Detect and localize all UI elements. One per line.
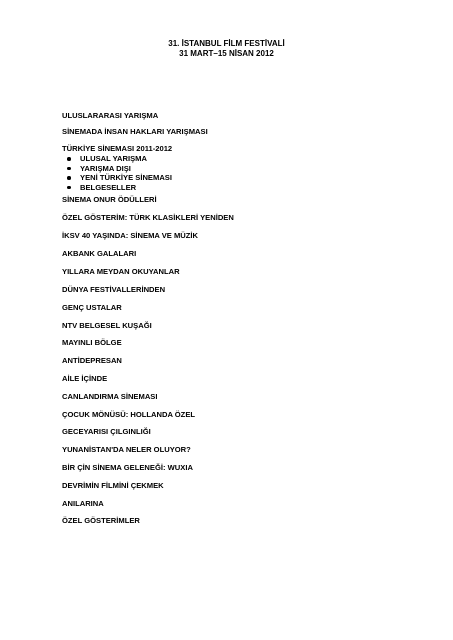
festival-dates: 31 MART–15 NİSAN 2012	[179, 49, 274, 58]
section-heading: ÇOCUK MÖNÜSÜ: HOLLANDA ÖZEL	[62, 410, 196, 419]
section-heading: ÖZEL GÖSTERİM: TÜRK KLASİKLERİ YENİDEN	[62, 213, 234, 222]
festival-title: 31. İSTANBUL FİLM FESTİVALİ	[168, 39, 285, 48]
section-heading: GENÇ USTALAR	[62, 303, 122, 312]
section-heading: TÜRKİYE SİNEMASI 2011-2012	[62, 144, 173, 153]
section-heading: SİNEMADA İNSAN HAKLARI YARIŞMASI	[62, 127, 208, 136]
section-heading: GECEYARISI ÇILGINLIĞI	[62, 427, 151, 436]
bullet-icon	[67, 176, 71, 180]
section-heading: BİR ÇİN SİNEMA GELENEĞİ: WUXIA	[62, 463, 193, 472]
section-heading: NTV BELGESEL KUŞAĞI	[62, 321, 152, 330]
section-heading: ULUSLARARASI YARIŞMA	[62, 111, 159, 120]
section-heading: YILLARA MEYDAN OKUYANLAR	[62, 267, 180, 276]
bullet-icon	[67, 186, 71, 190]
section-heading: ANTİDEPRESAN	[62, 356, 122, 365]
section-heading: DEVRİMİN FİLMİNİ ÇEKMEK	[62, 481, 164, 490]
section-heading: CANLANDIRMA SİNEMASI	[62, 392, 158, 401]
list-item	[62, 164, 172, 174]
section-heading: AİLE İÇİNDE	[62, 374, 108, 383]
list-item-label: YENİ TÜRKİYE SİNEMASI	[80, 173, 172, 182]
section-heading: MAYINLI BÖLGE	[62, 338, 122, 347]
section-heading: DÜNYA FESTİVALLERİNDEN	[62, 285, 166, 294]
turkiye-subsection-list	[62, 154, 172, 192]
section-heading: SİNEMA ONUR ÖDÜLLERİ	[62, 195, 157, 204]
list-item	[62, 154, 172, 164]
list-item	[62, 183, 172, 193]
list-item-label: ULUSAL YARIŞMA	[80, 154, 147, 163]
section-heading: ANILARINA	[62, 499, 104, 508]
list-item	[62, 173, 172, 183]
section-heading: İKSV 40 YAŞINDA: SİNEMA VE MÜZİK	[62, 231, 199, 240]
bullet-icon	[67, 167, 71, 171]
bullet-icon	[67, 157, 71, 161]
section-heading: ÖZEL GÖSTERİMLER	[62, 516, 140, 525]
list-item-label: YARIŞMA DIŞI	[80, 163, 131, 173]
section-heading: AKBANK GALALARI	[62, 249, 137, 258]
list-item-label: BELGESELLER	[80, 182, 137, 192]
section-heading: YUNANİSTAN'DA NELER OLUYOR?	[62, 445, 191, 454]
